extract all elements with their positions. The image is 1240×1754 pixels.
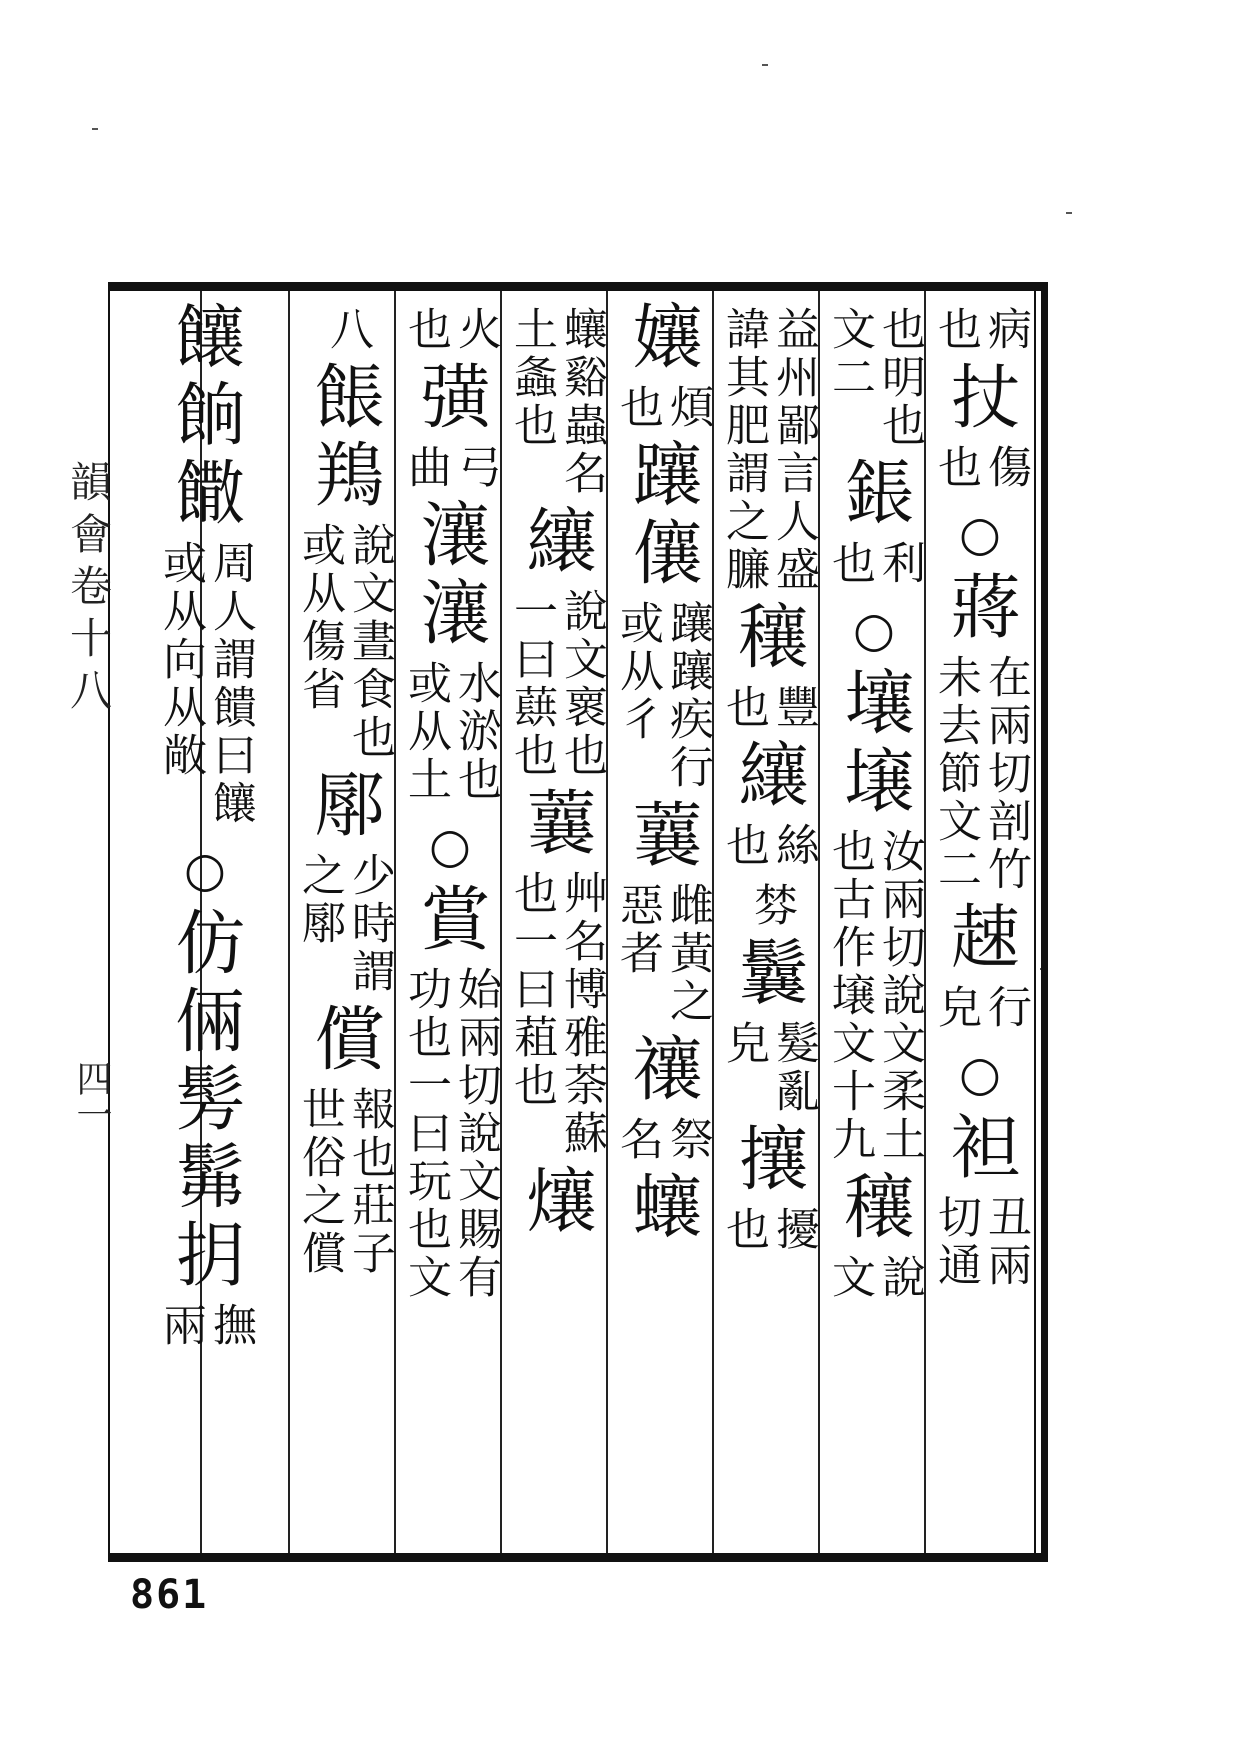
annotation-right-line: 弓 [450,444,501,492]
annotation-double-line [718,1206,819,1254]
annotation-right-line: 絲 [768,822,819,870]
head-character: 爙 [515,1164,597,1242]
annotation-left-line: 也 [930,444,981,492]
annotation-left-line: 或从向从敞 [155,540,206,780]
annotation-right-line: 說文褱也 [556,588,607,780]
annotation-right-line: 病 [980,306,1031,354]
annotation-double-line [718,306,819,594]
head-character: 餉 [164,378,246,456]
annotation-double-line [824,540,925,588]
annotation-double-line [718,684,819,732]
annotation-right-line: 說 [874,1254,925,1302]
head-character: 鴹 [303,438,385,516]
annotation-double-line [612,882,713,1026]
head-character: 蠰 [621,1170,703,1248]
annotation-right-line: 利 [874,540,925,588]
head-character: 躟 [621,438,703,516]
ink-speck [1066,212,1072,214]
annotation-right-line: 撫 [205,1302,256,1350]
ink-speck [92,128,98,130]
annotation-double-line [612,1116,713,1164]
head-character: 償 [303,1002,385,1080]
annotation-left-line: 也一曰蒩也 [506,870,557,1110]
annotation-left-line: 諱其肥謂之臁 [718,306,769,594]
annotation-double-line [400,966,501,1302]
annotation-left-line: 也 [718,1206,769,1254]
head-character: 抈 [164,1218,246,1296]
annotation-left-line: 之鄏 [294,852,345,948]
annotation-right-line: 蠰谿蟲名 [556,306,607,498]
annotation-double-line [930,654,1031,894]
annotation-left-line: 或从傷省 [294,522,345,714]
annotation-double-line [824,306,925,450]
annotation-double-line [155,540,256,828]
head-character: 鋹 [833,456,915,534]
head-character: 穰 [833,1170,915,1248]
ink-speck [762,64,768,66]
annotation-left-line: 曲 [400,444,451,492]
head-character: 扙 [939,360,1021,438]
text-column [716,300,820,1548]
annotation-left-line: 兩 [155,1302,206,1350]
head-character: 髣 [164,1062,246,1140]
annotation-right-line: 豐 [768,684,819,732]
head-character: 儴 [621,516,703,594]
section-circle-mark: ○ [846,602,902,658]
annotation-right-line: 祭 [662,1116,713,1164]
section-circle-mark: ○ [177,842,233,898]
annotation-right-line: 報也莊子 [344,1086,395,1278]
annotation-left-line: 也 [612,384,663,432]
annotation-right-line: 躟躟疾行 [662,600,713,792]
annotation-right-line: 汝兩切說文柔土 [874,828,925,1164]
head-character: 饊 [164,456,246,534]
annotation-left-line: 也 [400,306,451,354]
frame-inner-rule [1034,291,1036,1553]
head-character: 饟 [164,300,246,378]
annotation-left-line: 世俗之償 [294,1086,345,1278]
head-character: 倆 [164,984,246,1062]
annotation-left-line: 惡者 [612,882,663,978]
annotation-right-line: 說文晝食也 [344,522,395,762]
section-circle-mark: ○ [952,506,1008,562]
head-character: 蘘 [515,786,597,864]
annotation-double-line [930,306,1031,354]
annotation-right-line: 益州鄙言人盛 [768,306,819,594]
annotation-right-line: 少時謂 [344,852,395,996]
margin-book-title: 韻會卷十八 [64,460,113,720]
annotation-right-line: 在兩切剖竹 [980,654,1031,894]
annotation-double-line [400,660,501,804]
annotation-double-line [506,306,607,498]
text-column [292,300,396,1548]
annotation-right-line: 棼 [746,882,797,930]
annotation-right-line: 雌黃之 [662,882,713,1026]
text-column [610,300,714,1548]
annotation-right-line: 煩 [662,384,713,432]
annotation-left-line: 也 [824,540,875,588]
annotation-double-line [319,306,373,354]
head-character: 仿 [164,906,246,984]
annotation-left-line: 也 [718,822,769,870]
annotation-left-line: 也 [718,684,769,732]
annotation-double-line [506,588,607,780]
head-character: 蘘 [621,798,703,876]
annotation-right-line: 周人謂饋曰饟 [205,540,256,828]
head-character: 鬤 [727,936,809,1014]
head-character: 彉 [409,360,491,438]
head-character: 孃 [621,300,703,378]
annotation-double-line [930,1194,1031,1290]
annotation-right-line: 艸名博雅荼蘇 [556,870,607,1158]
head-character: 纕 [515,504,597,582]
text-column [398,300,502,1548]
annotation-double-line [400,444,501,492]
head-character: 壌 [833,744,915,822]
annotation-left-line: 功也一曰玩也文 [400,966,451,1302]
annotation-double-line [718,822,819,870]
annotation-right-line: 也明也 [874,306,925,450]
head-character: 蔣 [939,570,1021,648]
annotation-double-line [612,600,713,792]
annotation-left-line: 皃 [930,984,981,1032]
head-character: 瀼 [409,498,491,576]
annotation-right-line: 傷 [980,444,1031,492]
margin-leaf-number: 四一 [71,1060,112,1132]
annotation-double-line [155,1302,256,1350]
annotation-right-line: 行 [980,984,1031,1032]
annotation-double-line [294,1086,395,1278]
annotation-double-line [612,384,713,432]
annotation-right-line: 火 [450,306,501,354]
annotation-right-line: 髮亂 [768,1020,819,1116]
annotation-double-line [930,444,1031,492]
annotation-right-line: 丑兩 [980,1194,1031,1290]
head-character: 鄏 [303,768,385,846]
text-column [928,300,1032,1548]
head-character: 攘 [727,1122,809,1200]
annotation-double-line [824,828,925,1164]
head-character: 纕 [727,738,809,816]
annotation-left-line: 文二 [824,306,875,402]
annotation-double-line [743,882,797,930]
annotation-left-line: 或从土 [400,660,451,804]
text-column [112,300,298,1548]
annotation-left-line: 也 [930,306,981,354]
annotation-left-line: 切通 [930,1194,981,1290]
head-character: 瀼 [409,576,491,654]
section-circle-mark: ○ [952,1046,1008,1102]
head-character: 趚 [939,900,1021,978]
text-column [504,300,608,1548]
annotation-double-line [400,306,501,354]
head-character: 餦 [303,360,385,438]
annotation-double-line [506,870,607,1158]
annotation-double-line [294,522,395,762]
annotation-right-line: 水淤也 [450,660,501,804]
head-character: 禳 [621,1032,703,1110]
annotation-double-line [930,984,1031,1032]
head-character: 髴 [164,1140,246,1218]
annotation-left-line: 未去節文二 [930,654,981,894]
annotation-left-line: 也古作壌文十九 [824,828,875,1164]
annotation-right-line: 擾 [768,1206,819,1254]
head-character: 壤 [833,666,915,744]
annotation-right-line: 始兩切說文賜有 [450,966,501,1302]
section-circle-mark: ○ [422,818,478,874]
annotation-left-line: 或从彳 [612,600,663,744]
head-character: 穰 [727,600,809,678]
annotation-double-line [824,1254,925,1302]
annotation-left-line: 文 [824,1254,875,1302]
annotation-right-line: 八 [322,306,373,354]
annotation-left-line: 皃 [718,1020,769,1068]
page-number: 861 [130,1572,209,1618]
annotation-left-line: 土螽也 [506,306,557,450]
head-character: 賞 [409,882,491,960]
annotation-left-line: 名 [612,1116,663,1164]
annotation-double-line [718,1020,819,1116]
text-column [822,300,926,1548]
head-character: 袒 [939,1110,1021,1188]
annotation-left-line: 一曰蕻也 [506,588,557,780]
annotation-double-line [294,852,395,996]
